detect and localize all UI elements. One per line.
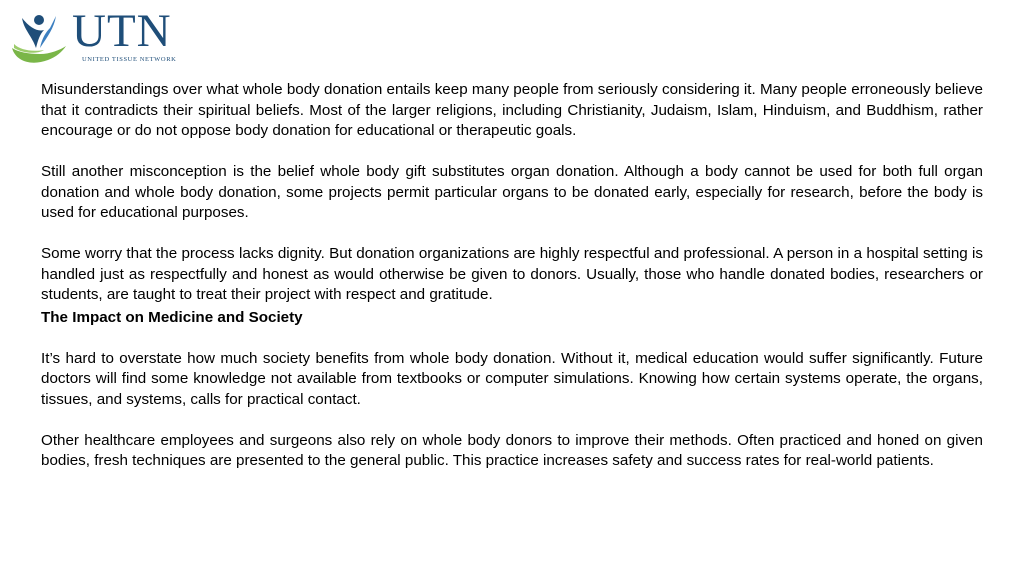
section-heading: The Impact on Medicine and Society <box>41 308 303 326</box>
paragraph-misconception: Still another misconception is the belief whole body gift substitutes organ donation. Although a body cannot be used for both full organ donation and whole body donation, some projects permit particular organs to be donated early, especially for research, before the body is used for educational purposes. <box>41 163 983 221</box>
paragraph-society-benefits: It’s hard to overstate how much society benefits from whole body donation. Without it, medical education would suffer significantly. Future doctors will find some knowledge not available from textbooks or computer simulations. Knowing how certain systems operate, the organs, tissues, and systems, calls for practical contact. <box>41 349 983 408</box>
utn-logo <box>10 5 190 68</box>
paragraph-healthcare-employees: Other healthcare employees and surgeons also rely on whole body donors to improve their methods. Often practiced and honed on given bodies, fresh techniques are presented to the general public. This practice increases safety and success rates for real-world patients. <box>41 431 983 469</box>
hands-figure-icon <box>10 8 72 68</box>
logo-subtitle: UNITED TISSUE NETWORK <box>82 56 177 63</box>
paragraph-misunderstandings: Misunderstandings over what whole body donation entails keep many people from seriously considering it. Many people erroneously believe that it contradicts their spiritual beliefs. Most of the larger religions, including Christianity, Judaism, Islam, Hinduism, and Buddhism, rather encourage or do not oppose body donation for educational or therapeutic goals. <box>41 81 983 139</box>
article-body <box>41 80 983 472</box>
paragraph-dignity: Some worry that the process lacks dignity. But donation organizations are highly respectful and professional. A person in a hospital setting is handled just as respectfully and honest as would otherwise be given to donors. Usually, those who handle donated bodies, researchers or students, are taught to treat their project with respect and gratitude. <box>41 245 983 303</box>
logo-wordmark: UTN <box>72 5 172 57</box>
